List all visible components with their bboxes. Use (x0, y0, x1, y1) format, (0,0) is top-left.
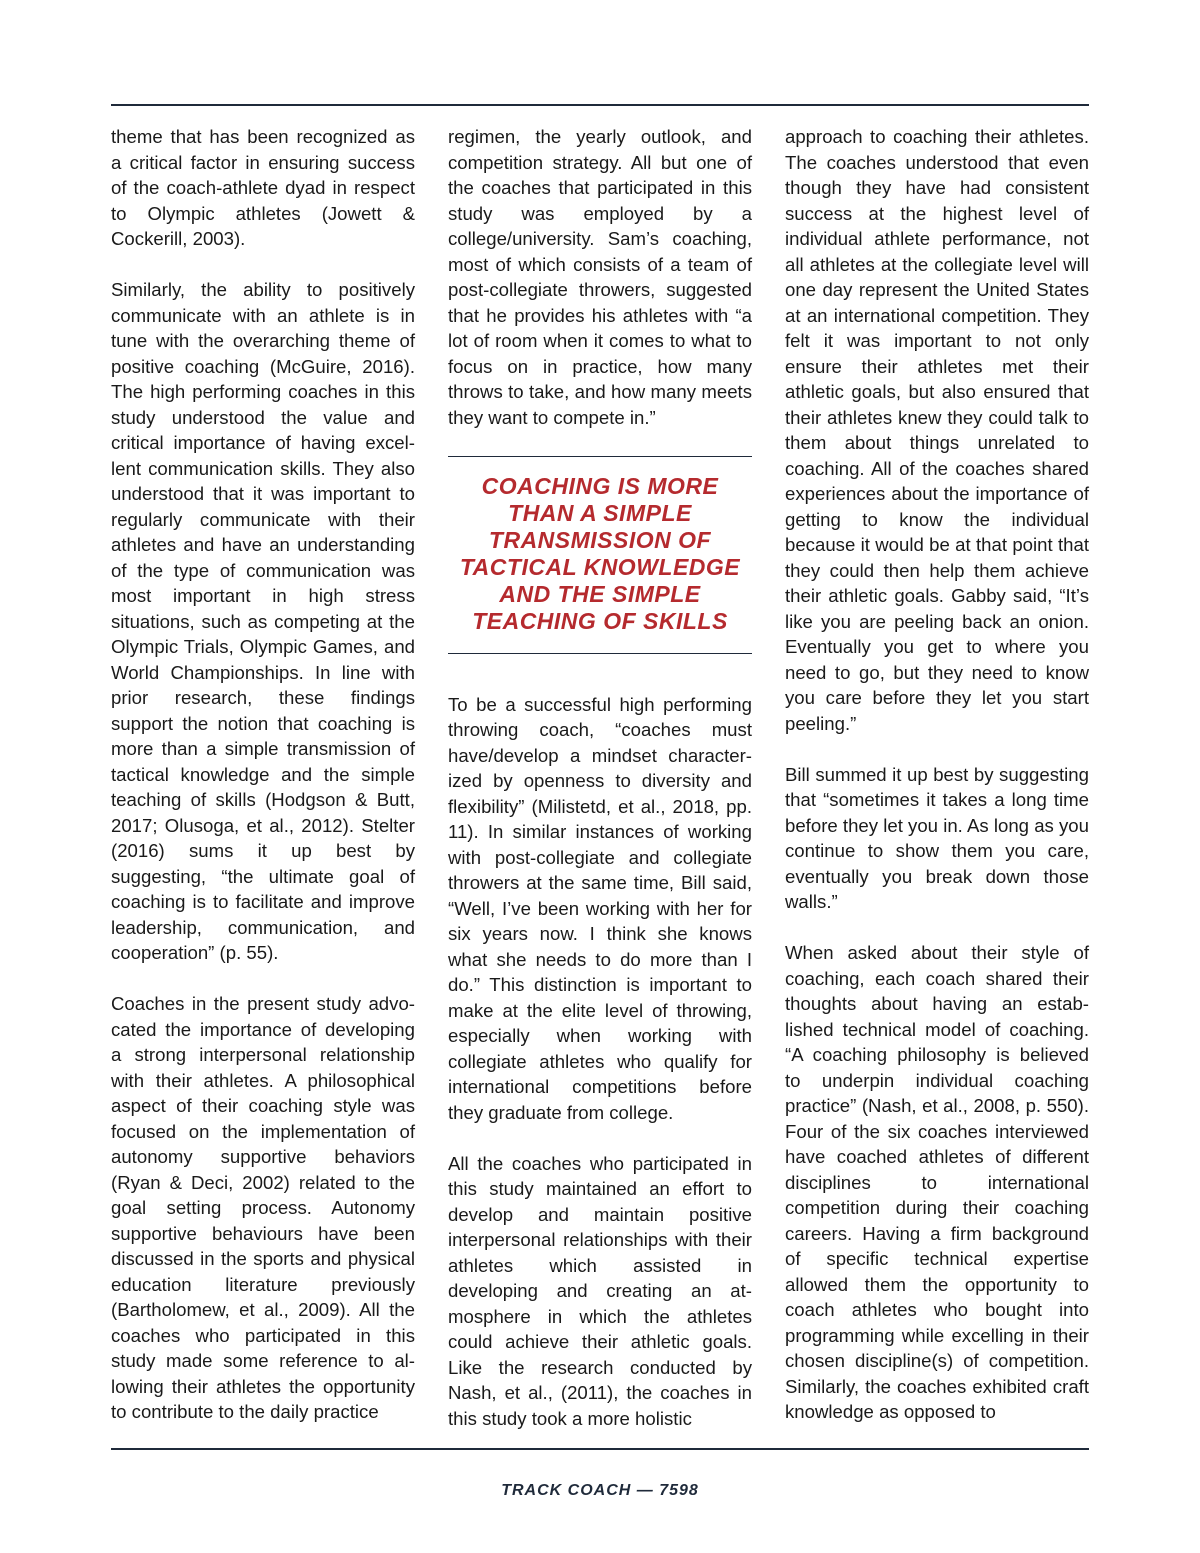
paragraph: Coaches in the present study advocated the importance of developing a strong interpersonal relationship with their athletes. A philosophical aspect of their coaching style was focused on the implementation of autonomy supportive behaviors (Ryan & Deci, 2002) related to the goal setting process. Autonomy supportive behaviours have been discussed in the sports and physical education literature previously (Bartholomew, et al., 2009). All the coaches who participated in this study made some reference to allowing their athletes the opportunity to contribute to the daily practice (111, 993, 415, 1422)
text-column-1 (111, 124, 415, 1425)
paragraph: theme that has been recognized as a critical factor in ensuring success of the coach-athlete dyad in respect to Olympic athletes (Jowett & Cockerill, 2003). (111, 126, 415, 249)
paragraph: When asked about their style of coaching, each coach shared their thoughts about having an established technical model of coaching. “A coaching philosophy is believed to underpin individual coaching practice” (Nash, et al., 2008, p. 550). Four of the six coaches interviewed have coached athletes of different disciplines to international competition during their coaching careers. Having a firm background of specific technical expertise allowed them the opportunity to coach athletes who bought into programming while excelling in their chosen discipline(s) of competition. Similarly, the coaches exhibited craft knowledge as opposed to (785, 942, 1089, 1422)
text-column-2 (448, 124, 752, 1431)
text-column-3 (785, 124, 1089, 1425)
page-footer: TRACK COACH — 7598 (501, 1482, 699, 1499)
paragraph: approach to coaching their athletes. The coaches understood that even though they have had consistent success at the highest level of individual athlete performance, not all athletes at the collegiate level will one day represent the United States at an international competition. They felt it was important to not only ensure their athletes met their athletic goals, but also ensured that their athletes knew they could talk to them about things unrelated to coaching. All of the coaches shared experiences about the importance of getting to know the individual because it would be at that point that they could then help them achieve their athletic goals. Gabby said, “It’s like you are peeling back an onion. Eventually you get to where you need to go, but they need to know you care before they let you start peeling.” (785, 126, 1089, 734)
bottom-rule (111, 1448, 1089, 1450)
paragraph: regimen, the yearly outlook, and competition strategy. All but one of the coaches that participated in this study was employed by a college/university. Sam’s coaching, most of which consists of a team of post-collegiate throwers, suggested that he provides his athletes with “a lot of room when it comes to what to focus on in practice, how many throws to take, and how many meets they want to compete in.” (448, 126, 752, 428)
paragraph: To be a successful high performing throwing coach, “coaches must have/develop a mindset characterized by openness to diversity and flexibility” (Milistetd, et al., 2018, pp. 11). In similar instances of working with post-collegiate and collegiate throwers at the same time, Bill said, “Well, I’ve been working with her for six years now. I think she knows what she needs to do more than I do.” This distinction is important to make at the elite level of throwing, especially when working with collegiate athletes who qualify for international competitions before they graduate from college. (448, 693, 752, 1123)
pull-quote (448, 456, 752, 654)
pull-quote-text: COACHING IS MORE THAN A SIMPLE TRANSMISSION OF TACTICAL KNOWLEDGE AND THE SIMPLE TEACHING OF SKILLS (459, 472, 741, 634)
paragraph: All the coaches who participated in this study maintained an effort to develop and maintain positive interpersonal relationships with their athletes which assisted in developing and creating an atmosphere in which the athletes could achieve their athletic goals. Like the research conducted by Nash, et al., (2011), the coaches in this study took a more holistic (448, 1152, 752, 1429)
top-rule (111, 104, 1089, 106)
paragraph: Bill summed it up best by suggesting that “sometimes it takes a long time before they let you in. As long as you continue to show them you care, eventually you break down those walls.” (785, 763, 1089, 912)
paragraph: Similarly, the ability to positively communicate with an athlete is in tune with the overarching theme of positive coaching (McGuire, 2016). The high performing coaches in this study understood the value and critical importance of having excellent communication skills. They also understood that it was important to regularly communicate with their athletes and have an understanding of the type of communication was most important in high stress situations, such as competing at the Olympic Trials, Olympic Games, and World Championships. In line with prior research, these findings support the notion that coaching is more than a simple transmission of tactical knowledge and the simple teaching of skills (Hodgson & Butt, 2017; Olusoga, et al., 2012). Stelter (2016) sums it up best by suggesting, “the ultimate goal of coaching is to facilitate and improve leadership, communication, and cooperation” (p. 55). (111, 279, 415, 963)
